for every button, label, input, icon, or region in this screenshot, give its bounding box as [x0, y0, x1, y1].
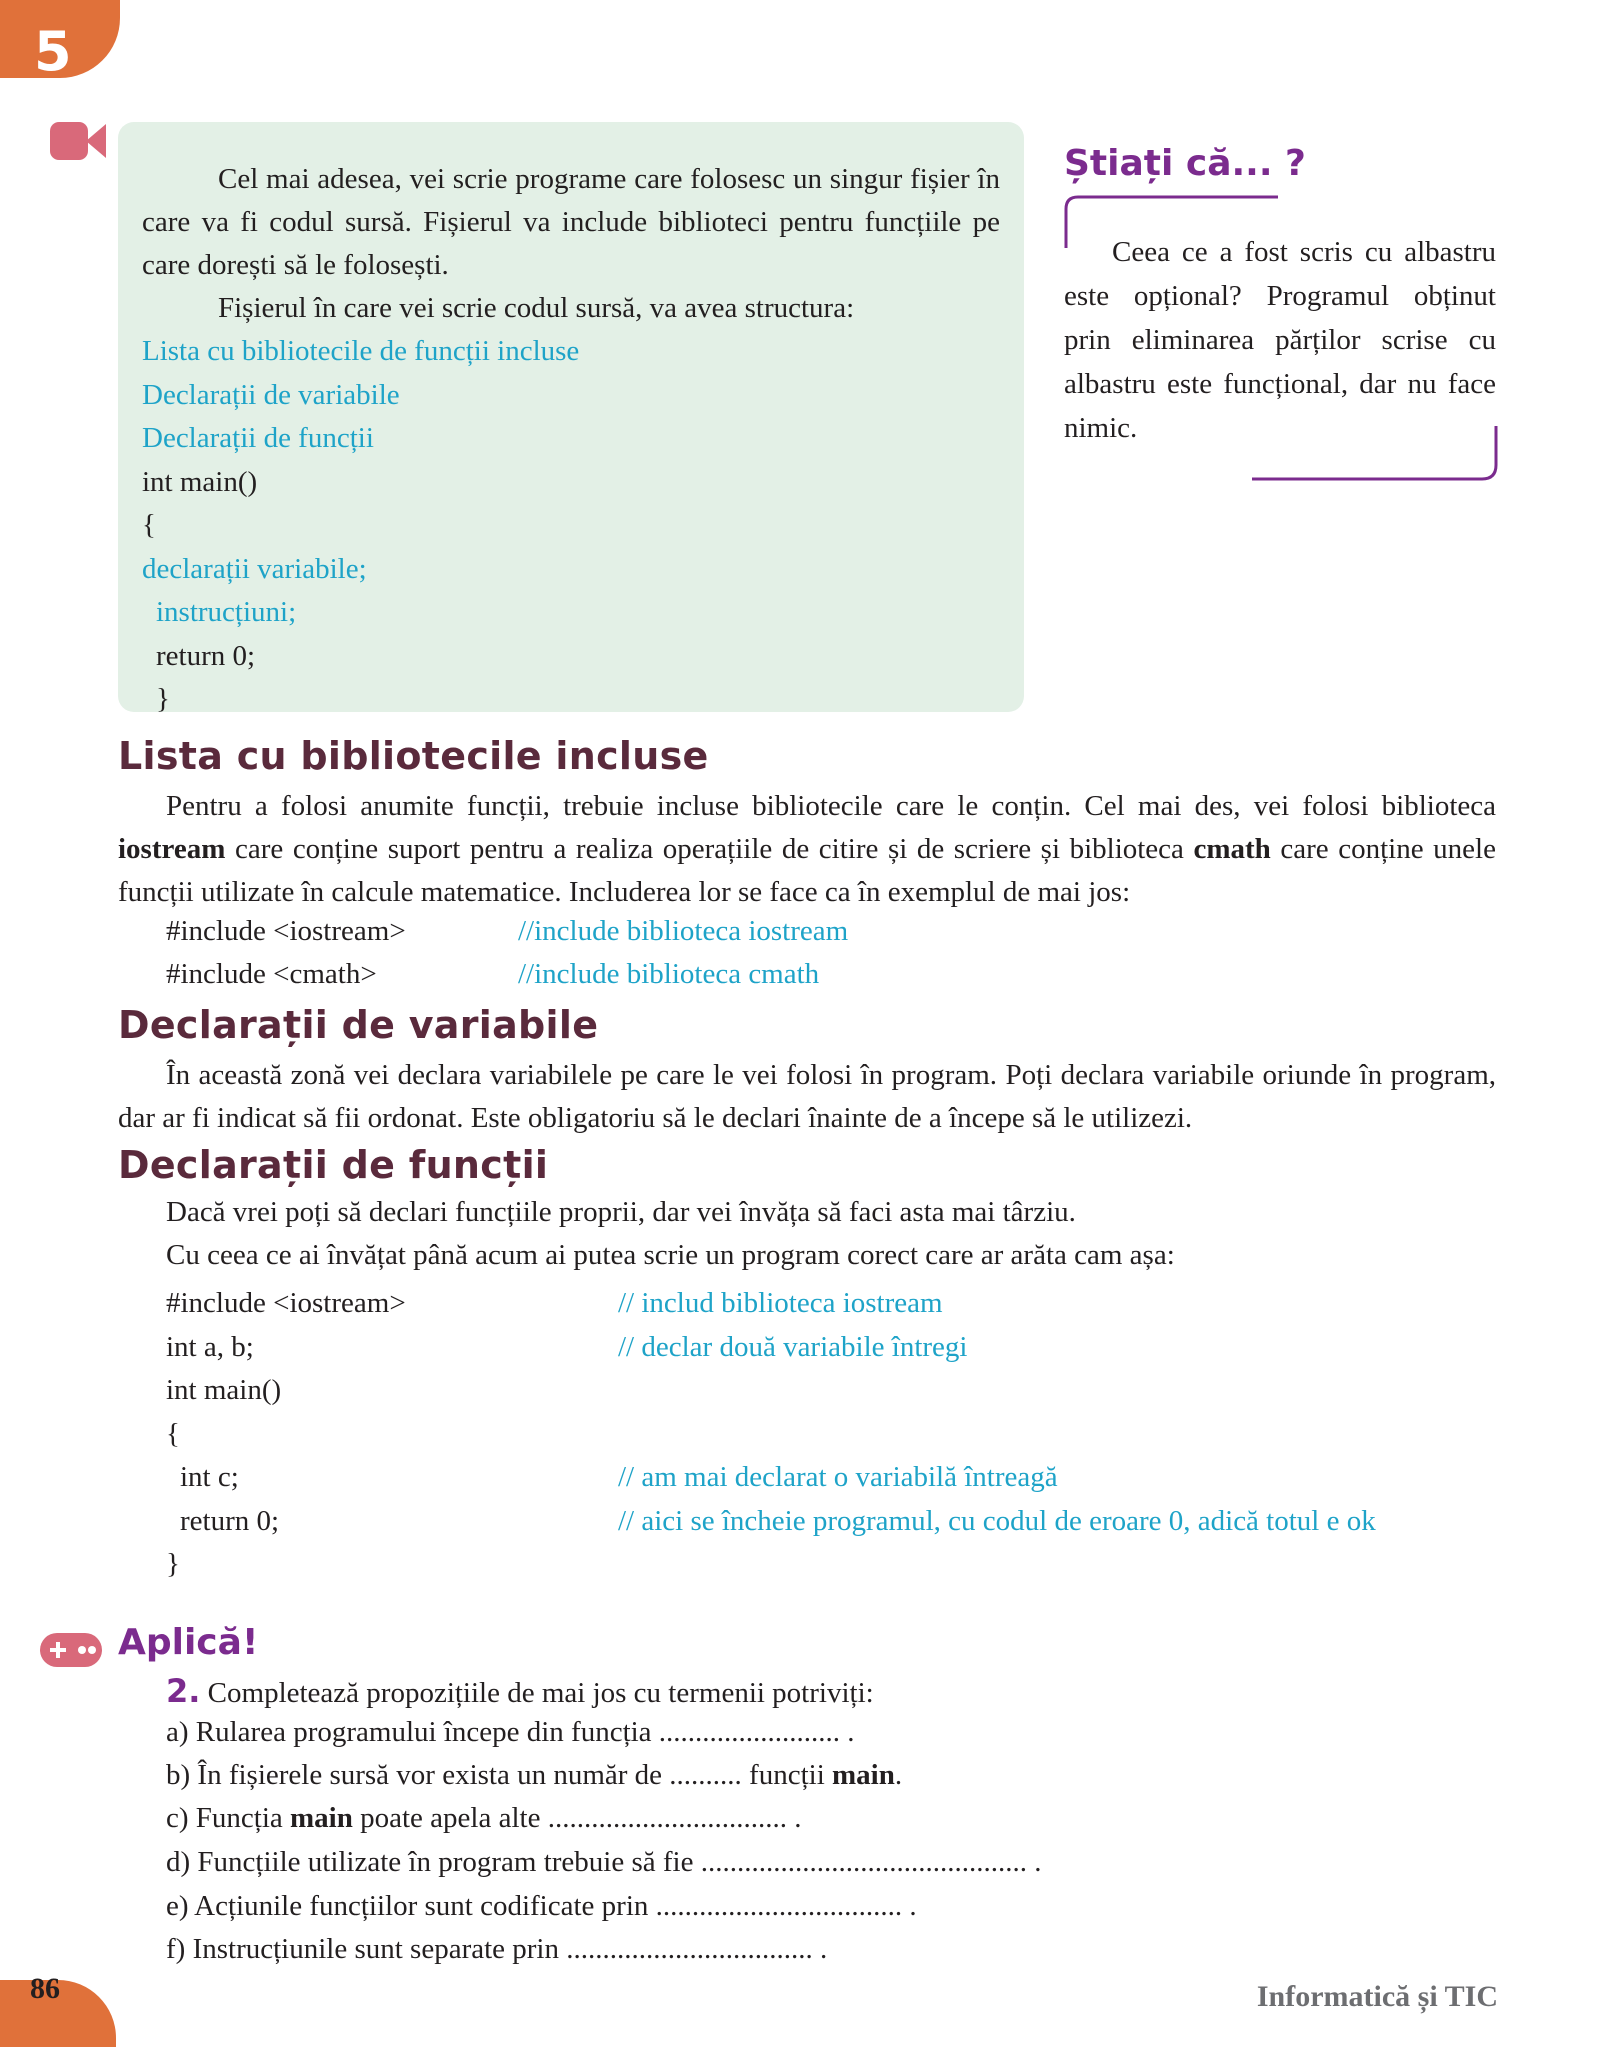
code-line: int c;: [180, 1461, 239, 1493]
exercise-instruction-line: [166, 1672, 874, 1710]
structure-line: Lista cu bibliotecile de funcții incluse: [142, 335, 580, 367]
code-comment: // declar două variabile întregi: [618, 1330, 968, 1363]
item-text: .: [894, 1759, 903, 1791]
paragraph-text: care conține suport pentru a realiza operațiile de citire și de scriere și biblioteca: [225, 833, 1194, 865]
code-comment: //include biblioteca cmath: [518, 958, 820, 990]
structure-line: }: [156, 683, 170, 715]
item-text: c) Funcția: [166, 1802, 291, 1834]
exercise-instruction: Completează propozițiile de mai jos cu termenii potriviți:: [207, 1677, 874, 1709]
side-note-title: Știați că... ?: [1064, 143, 1306, 184]
program-structure-list: [142, 330, 579, 722]
exercise-item-a: a) Rularea programului începe din funcția ......................... .: [166, 1716, 855, 1748]
code-line: }: [166, 1548, 180, 1580]
code-line: return 0;: [180, 1504, 280, 1537]
program-code-row: [166, 1543, 1526, 1587]
code-comment: // includ biblioteca iostream: [618, 1287, 943, 1319]
structure-line: instrucțiuni;: [156, 596, 297, 628]
exercise-item-f: f) Instrucțiunile sunt separate prin .................................. .: [166, 1933, 828, 1965]
code-comment: //include biblioteca iostream: [518, 915, 849, 947]
side-note-text: Ceea ce a fost scris cu albastru este opțional? Programul obținut prin eliminarea părților scrise cu albastru este funcțional, dar nu face nimic.: [1064, 236, 1496, 444]
item-bold: main: [832, 1759, 895, 1791]
section-heading-functions: Declarații de funcții: [118, 1143, 549, 1187]
intro-paragraph-1: Cel mai adesea, vei scrie programe care folosesc un singur fișier în care va fi codul sursă. Fișierul va include biblioteci pentru funcțiile pe care dorești să le folosești.: [142, 163, 1000, 281]
program-code-row: [166, 1500, 1526, 1544]
code-line: #include <iostream>: [166, 1287, 406, 1319]
code-line: #include <cmath>: [166, 958, 377, 990]
exercise-title: Aplică!: [118, 1622, 259, 1663]
footer-book-title: Informatică și TIC: [1256, 1980, 1498, 2013]
structure-line: Declarații de variabile: [142, 378, 400, 411]
code-line: int main(): [166, 1374, 282, 1406]
structure-line: declarații variabile;: [142, 552, 367, 585]
exercise-item-b: [166, 1759, 902, 1792]
program-code-row: [166, 1326, 1526, 1370]
paragraph-text: Pentru a folosi anumite funcții, trebuie incluse bibliotecile care le conțin. Cel mai des, vei folosi biblioteca: [166, 790, 1496, 822]
exercise-number: 2.: [166, 1672, 201, 1710]
item-bold: main: [290, 1802, 353, 1834]
code-line: int a, b;: [166, 1330, 254, 1363]
chapter-number: 5: [34, 20, 72, 83]
page-number: 86: [30, 1972, 60, 2005]
structure-line: return 0;: [156, 639, 256, 672]
section-libraries-paragraph: [118, 785, 1496, 914]
gamepad-icon: [40, 1633, 102, 1667]
program-code-row: [166, 1282, 1526, 1326]
section-heading-variables: Declarații de variabile: [118, 1003, 599, 1047]
item-text: b) În fișierele sursă vor exista un număr de .......... funcții: [166, 1759, 833, 1791]
structure-line: int main(): [142, 465, 258, 498]
code-line: #include <iostream>: [166, 915, 406, 947]
paragraph-text: care conține unele funcții utilizate în calcule matematice. Includerea lor se face ca în exemplul de mai jos:: [118, 833, 1496, 908]
bold-term-iostream: iostream: [118, 833, 226, 865]
section-functions-line-1: Dacă vrei poți să declari funcțiile proprii, dar vei învăța să faci asta mai târziu.: [166, 1196, 1076, 1228]
section-functions-line-2: Cu ceea ce ai învățat până acum ai putea scrie un program corect care ar arăta cam așa:: [166, 1239, 1175, 1271]
exercise-item-d: d) Funcțiile utilizate în program trebuie să fie ............................................. .: [166, 1846, 1042, 1878]
section-variables-paragraph: În această zonă vei declara variabilele pe care le vei folosi în program. Poți declara variabile oriunde în program, dar ar fi indicat să fii ordonat. Este obligatoriu să le declari înainte de a începe să le utilizezi.: [118, 1059, 1496, 1134]
chapter-tab: [0, 0, 120, 83]
code-comment: // aici se încheie programul, cu codul de eroare 0, adică totul e ok: [618, 1504, 1376, 1537]
bold-term-cmath: cmath: [1193, 833, 1271, 865]
structure-line: {: [142, 509, 156, 541]
program-code-row: [166, 1413, 1526, 1457]
code-line: {: [166, 1417, 180, 1450]
example-program-code: [166, 1282, 1526, 1587]
item-text: poate apela alte ................................. .: [352, 1802, 802, 1834]
section-heading-libraries: Lista cu bibliotecile incluse: [118, 734, 709, 778]
exercise-item-e: e) Acțiunile funcțiilor sunt codificate prin .................................. .: [166, 1890, 917, 1922]
video-camera-icon: [50, 120, 106, 162]
program-code-row: [166, 1369, 1526, 1413]
exercise-item-c: [166, 1802, 801, 1835]
program-code-row: [166, 1456, 1526, 1500]
structure-line: Declarații de funcții: [142, 422, 374, 454]
intro-paragraph-2: Fișierul în care vei scrie codul sursă, va avea structura:: [218, 292, 855, 324]
code-comment: // am mai declarat o variabilă întreagă: [618, 1461, 1058, 1493]
